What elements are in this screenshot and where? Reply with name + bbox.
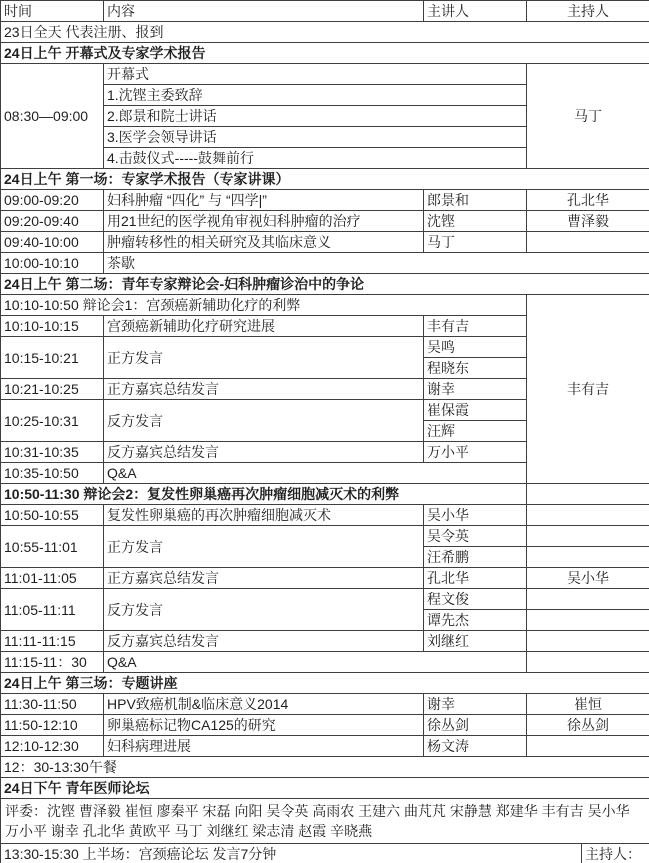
speaker-cell: 万小平 — [424, 442, 527, 463]
table-row — [1, 253, 649, 274]
host-cell: 曹泽毅 — [527, 211, 649, 232]
speaker-cell: 谢幸 — [424, 694, 527, 715]
host-cell: 吴小华 — [527, 568, 649, 589]
speaker-cell: 马丁 — [424, 232, 527, 253]
table-row — [1, 484, 649, 505]
time-cell: 11:50-12:10 — [1, 715, 104, 736]
table-row — [1, 778, 649, 799]
host-cell: 丰有吉 — [527, 295, 649, 484]
content-cell: 4.击鼓仪式-----鼓舞前行 — [104, 148, 527, 169]
section-row-cell: 24日上午 第二场：青年专家辩论会-妇科肿瘤诊治中的争论 — [1, 274, 649, 295]
table-row — [1, 568, 649, 589]
time-cell: 12:10-12:30 — [1, 736, 104, 757]
content-cell: 妇科肿瘤 “四化” 与 “四学|” — [104, 190, 424, 211]
speaker-cell: 刘继红 — [424, 631, 527, 652]
table-row — [1, 757, 649, 778]
host-label-cell: 主持人： — [582, 844, 649, 863]
section-row-cell: 24日上午 第一场：专家学术报告（专家讲课） — [1, 169, 649, 190]
speaker-cell: 沈铿 — [424, 211, 527, 232]
column-header-content: 内容 — [104, 1, 424, 22]
column-header-host: 主持人 — [527, 1, 649, 22]
table-row — [1, 799, 649, 844]
time-cell: 10:50-10:55 — [1, 505, 104, 526]
speaker-cell: 程晓东 — [424, 358, 527, 379]
table-row — [1, 169, 649, 190]
table-row — [1, 673, 649, 694]
column-header-time: 时间 — [1, 1, 104, 22]
table-row — [1, 844, 649, 863]
time-cell: 10:10-10:15 — [1, 316, 104, 337]
content-cell: 开幕式 — [104, 64, 527, 85]
table-row — [1, 211, 649, 232]
time-cell: 09:00-09:20 — [1, 190, 104, 211]
time-cell: 09:40-10:00 — [1, 232, 104, 253]
debate-header-cell: 10:10-10:50 辩论会1：宫颈癌新辅助化疗的利弊 — [1, 295, 527, 316]
speaker-cell: 杨文涛 — [424, 736, 527, 757]
content-cell: 复发性卵巢癌的再次肿瘤细胞减灭术 — [104, 505, 424, 526]
speaker-cell: 徐丛剑 — [424, 715, 527, 736]
content-cell: Q&A — [104, 463, 527, 484]
speaker-cell: 孔北华 — [424, 568, 527, 589]
host-cell — [527, 232, 649, 253]
table-row — [1, 589, 649, 610]
host-cell — [527, 736, 649, 757]
time-cell: 09:20-09:40 — [1, 211, 104, 232]
host-cell: 徐丛剑 — [527, 715, 649, 736]
content-cell: 3.医学会领导讲话 — [104, 127, 527, 148]
content-cell: 2.郎景和院士讲话 — [104, 106, 527, 127]
section-row-cell: 24日上午 第三场：专题讲座 — [1, 673, 649, 694]
time-cell: 11:15-11：30 — [1, 652, 104, 673]
time-cell: 10:21-10:25 — [1, 379, 104, 400]
session-row-cell: 13:30-15:30 上半场：宫颈癌论坛 发言7分钟 — [1, 844, 582, 863]
speaker-cell: 吴小华 — [424, 505, 527, 526]
content-cell: 肿瘤转移性的相关研究及其临床意义 — [104, 232, 424, 253]
time-cell: 11:30-11:50 — [1, 694, 104, 715]
time-cell: 11:05-11:11 — [1, 589, 104, 631]
time-cell: 10:55-11:01 — [1, 526, 104, 568]
day-note-cell: 23日全天 代表注册、报到 — [1, 22, 649, 43]
table-row — [1, 505, 649, 526]
time-cell: 10:25-10:31 — [1, 400, 104, 442]
schedule-table-body — [1, 1, 649, 863]
table-row — [1, 295, 649, 316]
table-row — [1, 526, 649, 547]
content-cell: 正方嘉宾总结发言 — [104, 568, 424, 589]
host-cell: 马丁 — [527, 64, 649, 169]
host-cell — [527, 610, 649, 631]
lunch-row-cell: 12：30-13:30午餐 — [1, 757, 649, 778]
speaker-cell: 谭先杰 — [424, 610, 527, 631]
table-row — [1, 43, 649, 64]
content-cell: 反方嘉宾总结发言 — [104, 442, 424, 463]
table-row — [1, 274, 649, 295]
table-row — [1, 631, 649, 652]
table-row — [1, 652, 649, 673]
content-cell: Q&A — [104, 652, 527, 673]
content-cell: 宫颈癌新辅助化疗研究进展 — [104, 316, 424, 337]
host-cell: 孔北华 — [527, 190, 649, 211]
section-row-cell: 24日上午 开幕式及专家学术报告 — [1, 43, 649, 64]
speaker-cell: 汪希鹏 — [424, 547, 527, 568]
content-cell: 茶歇 — [104, 253, 649, 274]
table-row — [1, 1, 649, 22]
host-cell — [527, 652, 649, 673]
host-cell — [527, 526, 649, 547]
content-cell: 卵巢癌标记物CA125的研究 — [104, 715, 424, 736]
speaker-cell: 吴鸣 — [424, 337, 527, 358]
table-row — [1, 232, 649, 253]
content-cell: 正方发言 — [104, 526, 424, 568]
time-cell: 10:00-10:10 — [1, 253, 104, 274]
content-cell: 用21世纪的医学视角审视妇科肿瘤的治疗 — [104, 211, 424, 232]
content-cell: 1.沈铿主委致辞 — [104, 85, 527, 106]
section-row-cell: 24日下午 青年医师论坛 — [1, 778, 649, 799]
time-cell: 10:35-10:50 — [1, 463, 104, 484]
content-cell: 正方发言 — [104, 337, 424, 379]
host-cell — [527, 484, 649, 505]
speaker-cell: 吴令英 — [424, 526, 527, 547]
host-cell — [527, 631, 649, 652]
speaker-cell: 郎景和 — [424, 190, 527, 211]
table-row — [1, 694, 649, 715]
table-row — [1, 22, 649, 43]
time-cell: 11:11-11:15 — [1, 631, 104, 652]
content-cell: 正方嘉宾总结发言 — [104, 379, 424, 400]
table-row — [1, 190, 649, 211]
content-cell: 反方发言 — [104, 400, 424, 442]
time-cell: 08:30—09:00 — [1, 64, 104, 169]
time-cell: 11:01-11:05 — [1, 568, 104, 589]
speaker-cell: 程文俊 — [424, 589, 527, 610]
speaker-cell: 汪辉 — [424, 421, 527, 442]
speaker-cell: 丰有吉 — [424, 316, 527, 337]
content-cell: 反方发言 — [104, 589, 424, 631]
time-cell: 10:15-10:21 — [1, 337, 104, 379]
host-cell — [527, 505, 649, 526]
jury-row-cell: 评委：沈铿 曹泽毅 崔恒 廖秦平 宋磊 向阳 吴令英 高雨农 王建六 曲芃芃 宋静慧 郑建华 丰有吉 吴小华 万小平 谢幸 孔北华 黄欧平 马丁 刘继红 梁志清 赵霞 辛晓燕 — [1, 799, 649, 844]
content-cell: HPV致癌机制&临床意义2014 — [104, 694, 424, 715]
table-row — [1, 64, 649, 85]
host-cell: 崔恒 — [527, 694, 649, 715]
debate-header-cell: 10:50-11:30 辩论会2：复发性卵巢癌再次肿瘤细胞减灭术的利弊 — [1, 484, 527, 505]
content-cell: 反方嘉宾总结发言 — [104, 631, 424, 652]
content-cell: 妇科病理进展 — [104, 736, 424, 757]
table-row — [1, 736, 649, 757]
table-row — [1, 715, 649, 736]
speaker-cell: 谢幸 — [424, 379, 527, 400]
column-header-speaker: 主讲人 — [424, 1, 527, 22]
host-cell — [527, 547, 649, 568]
host-cell — [527, 589, 649, 610]
speaker-cell: 崔保霞 — [424, 400, 527, 421]
time-cell: 10:31-10:35 — [1, 442, 104, 463]
